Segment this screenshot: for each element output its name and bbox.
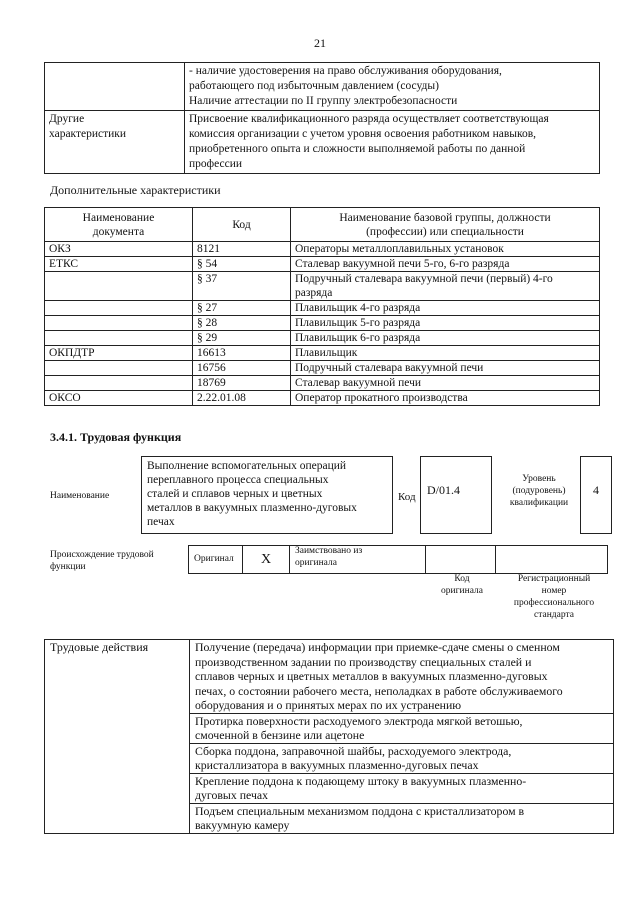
doc-cell: [45, 361, 193, 376]
table-row: [45, 242, 600, 257]
table-row: [45, 63, 600, 111]
origin-code-caption: Код оригинала: [441, 574, 483, 596]
table-cell-text: [185, 110, 600, 173]
code-cell: 8121: [193, 242, 291, 257]
labor-function-heading: 3.4.1. Трудовая функция: [50, 430, 182, 444]
code-cell: § 27: [193, 301, 291, 316]
qualification-level-box: 4: [580, 456, 612, 534]
code-cell: § 54: [193, 257, 291, 272]
text-line: характеристики: [49, 127, 127, 140]
labor-action-item: Получение (передача) информации при приемке-сдаче смены о сменном производственном задании по производству специальных сталей и сплавов черных и цветных металлов в вакуумных плазменно-дуговых печах, о состоянии рабочего места, неполадках в работе обслуживаемого оборудования и о принятых мерах по их устранению: [190, 640, 614, 714]
text-line: - наличие удостоверения на право обслуживания оборудования,: [189, 65, 502, 77]
text-line: Присвоение квалификационного разряда осуществляет соответствующая: [189, 112, 549, 125]
labor-action-item: Подъем специальным механизмом поддона с кристаллизатором в вакуумную камеру: [190, 803, 614, 833]
table-cell-label: [45, 110, 185, 173]
origin-label: Происхождение трудовой функции: [50, 550, 154, 572]
origin-reg-cell: [496, 546, 608, 574]
table-row: [189, 546, 608, 574]
section-heading: Дополнительные характеристики: [50, 183, 221, 197]
doc-cell: ОКЗ: [45, 242, 193, 257]
name-cell: Плавильщик 6-го разряда: [291, 331, 600, 346]
requirements-continuation-table: [44, 62, 600, 174]
name-cell: Подручный сталевара вакуумной печи (первый) 4-го разряда: [291, 272, 600, 301]
table-cell-text: [185, 63, 600, 111]
text-line: комиссия организации с учетом уровня освоения работником навыков,: [189, 127, 537, 140]
name-cell: Плавильщик 5-го разряда: [291, 316, 600, 331]
text-line: Наличие аттестации по II группу электробезопасности: [189, 94, 458, 107]
name-cell: Оператор прокатного производства: [291, 391, 600, 406]
labor-actions-table: [44, 639, 614, 834]
table-row: [45, 272, 600, 301]
origin-code-cell: [426, 546, 496, 574]
name-cell: Сталевар вакуумной печи 5-го, 6-го разряда: [291, 257, 600, 272]
header-cell-document: Наименование документа: [45, 208, 193, 242]
doc-cell: ОКСО: [45, 391, 193, 406]
name-cell: Сталевар вакуумной печи: [291, 376, 600, 391]
original-cell: Оригинал: [189, 546, 243, 574]
table-row: [45, 640, 614, 714]
labor-action-item: Протирка поверхности расходуемого электрода мягкой ветошью, смоченной в бензине или ацетоне: [190, 713, 614, 743]
text-line: работающего под избыточным давлением (сосуды): [189, 79, 439, 92]
table-row: [45, 376, 600, 391]
name-cell: Операторы металлоплавильных установок: [291, 242, 600, 257]
table-row: [45, 346, 600, 361]
name-cell: Подручный сталевара вакуумной печи: [291, 361, 600, 376]
qualification-level-label: Уровень (подуровень) квалификации: [509, 474, 569, 508]
name-cell: Плавильщик: [291, 346, 600, 361]
table-header-row: [45, 208, 600, 242]
table-row: [45, 301, 600, 316]
doc-cell: [45, 301, 193, 316]
code-cell: 2.22.01.08: [193, 391, 291, 406]
function-code-box: D/01.4: [420, 456, 492, 534]
table-row: [45, 391, 600, 406]
code-cell: § 37: [193, 272, 291, 301]
code-cell: 16756: [193, 361, 291, 376]
code-cell: 18769: [193, 376, 291, 391]
labor-action-item: Сборка поддона, заправочной шайбы, расходуемого электрода, кристаллизатора в вакуумных плазменно-дуговых печах: [190, 743, 614, 773]
code-cell: § 29: [193, 331, 291, 346]
code-label: Код: [398, 491, 416, 503]
text-line: профессии: [189, 157, 243, 170]
table-row: [45, 316, 600, 331]
function-name-box: Выполнение вспомогательных операций переплавного процесса специальных сталей и сплавов черных и цветных металлов в вакуумных плазменно-дуговых печах: [141, 456, 393, 534]
doc-cell: ЕТКС: [45, 257, 193, 272]
header-cell-code: Код: [193, 208, 291, 242]
borrowed-cell: Заимствовано из оригинала: [290, 546, 426, 574]
table-row: [45, 361, 600, 376]
code-cell: 16613: [193, 346, 291, 361]
header-cell-name: Наименование базовой группы, должности (профессии) или специальности: [291, 208, 600, 242]
code-cell: § 28: [193, 316, 291, 331]
origin-table: [188, 545, 608, 574]
doc-cell: [45, 376, 193, 391]
original-mark: X: [243, 546, 290, 574]
additional-characteristics-table: [44, 207, 600, 406]
doc-cell: [45, 272, 193, 301]
doc-cell: ОКПДТР: [45, 346, 193, 361]
table-row: [45, 110, 600, 173]
page-number: 21: [314, 36, 326, 50]
name-cell: Плавильщик 4-го разряда: [291, 301, 600, 316]
table-cell-label: [45, 63, 185, 111]
labor-action-item: Крепление поддона к подающему штоку в вакуумных плазменно- дуговых печах: [190, 773, 614, 803]
doc-cell: [45, 331, 193, 346]
doc-cell: [45, 316, 193, 331]
name-label: Наименование: [50, 491, 110, 501]
registration-number-caption: Регистрационный номер профессионального стандарта: [513, 574, 595, 620]
text-line: приобретенного опыта и сложности выполняемой работы по данной: [189, 142, 526, 155]
text-line: Другие: [49, 112, 85, 125]
table-row: [45, 257, 600, 272]
labor-actions-label: Трудовые действия: [45, 640, 190, 834]
table-row: [45, 331, 600, 346]
